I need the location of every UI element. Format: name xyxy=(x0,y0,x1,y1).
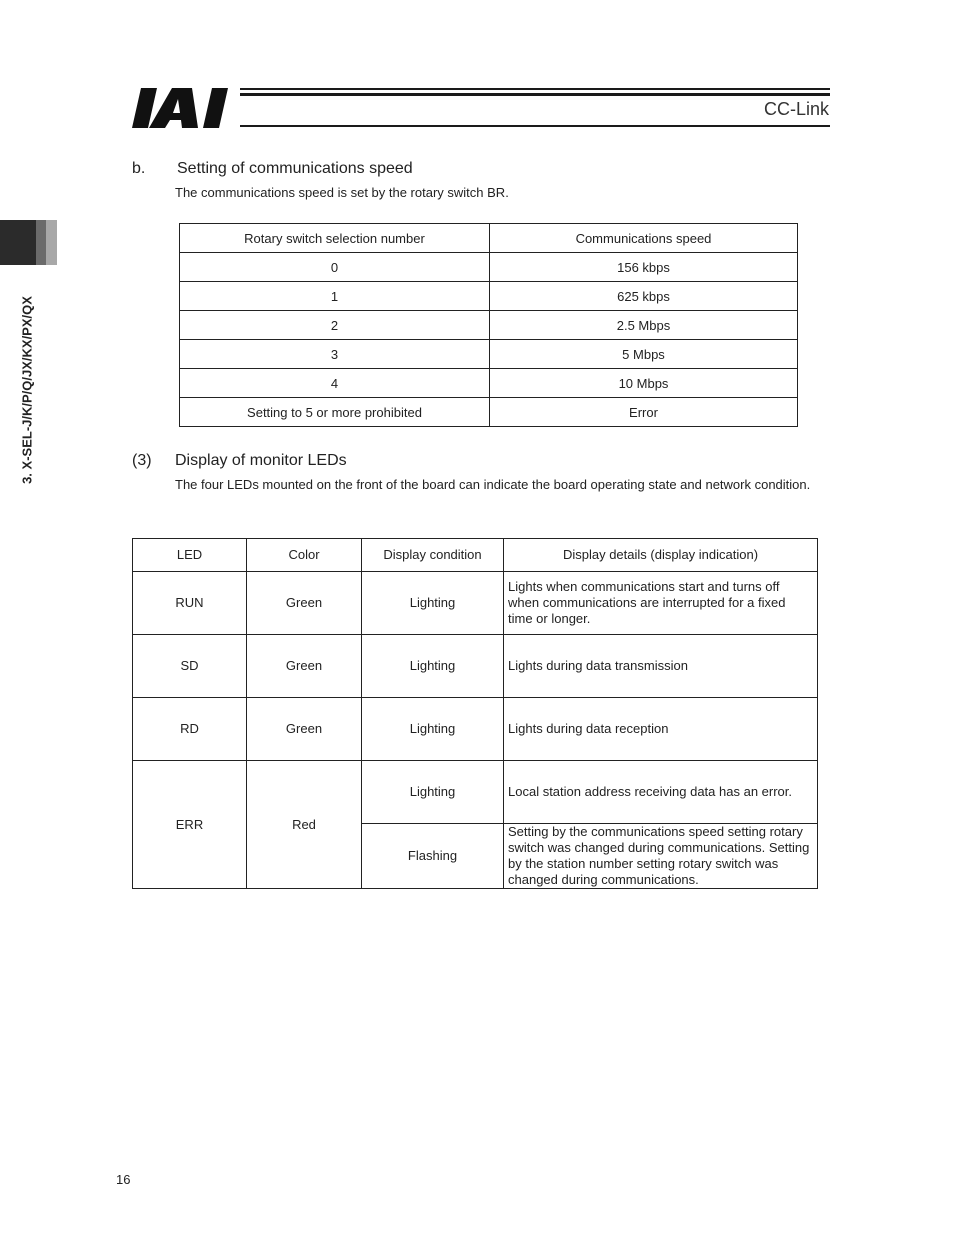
table-cell: 625 kbps xyxy=(490,282,798,311)
chapter-tab-light xyxy=(46,220,57,265)
header-rule-thick xyxy=(240,93,830,96)
table-cell: 2.5 Mbps xyxy=(490,311,798,340)
table-cell: 1 xyxy=(180,282,490,311)
led-details: Lights during data reception xyxy=(504,698,818,761)
table-header-row xyxy=(180,224,798,253)
header-cell: Color xyxy=(247,539,362,572)
table-cell: 5 Mbps xyxy=(490,340,798,369)
page-number: 16 xyxy=(116,1172,131,1187)
table-cell: 4 xyxy=(180,369,490,398)
table-cell: 0 xyxy=(180,253,490,282)
led-condition: Lighting xyxy=(362,572,504,635)
led-condition: Lighting xyxy=(362,698,504,761)
led-details: Local station address receiving data has an error. xyxy=(504,761,818,824)
header-rule-bottom xyxy=(240,125,830,127)
table-cell: 156 kbps xyxy=(490,253,798,282)
table-row xyxy=(180,340,798,369)
table-row xyxy=(180,369,798,398)
led-color: Green xyxy=(247,635,362,698)
iai-logo xyxy=(132,86,240,135)
led-name: RD xyxy=(133,698,247,761)
table-row xyxy=(133,761,818,824)
table-cell: Setting to 5 or more prohibited xyxy=(180,398,490,427)
led-color: Red xyxy=(247,761,362,889)
header-cell: Display details (display indication) xyxy=(504,539,818,572)
section-3-title: Display of monitor LEDs xyxy=(175,452,347,469)
led-table xyxy=(132,538,818,889)
product-name: CC-Link xyxy=(764,99,830,119)
led-color: Green xyxy=(247,572,362,635)
table-cell: 10 Mbps xyxy=(490,369,798,398)
chapter-side-label: 3. X-SEL-J/K/P/Q/JX/KX/PX/QX xyxy=(19,296,35,484)
chapter-tab-mid xyxy=(36,220,46,265)
led-condition: Flashing xyxy=(362,824,504,889)
section-3-marker: (3) xyxy=(132,452,152,469)
led-details: Lights when communications start and turns off when communications are interrupted for a fixed time or longer. xyxy=(504,572,818,635)
header-cell: LED xyxy=(133,539,247,572)
led-color: Green xyxy=(247,698,362,761)
header-rule-top xyxy=(240,88,830,90)
header-cell: Rotary switch selection number xyxy=(180,224,490,253)
table-row xyxy=(180,398,798,427)
table-cell: Error xyxy=(490,398,798,427)
header-cell: Display condition xyxy=(362,539,504,572)
table-cell: 3 xyxy=(180,340,490,369)
header-cell: Communications speed xyxy=(490,224,798,253)
table-row xyxy=(180,311,798,340)
table-row xyxy=(133,635,818,698)
section-b-marker: b. xyxy=(132,160,146,177)
led-details: Lights during data transmission xyxy=(504,635,818,698)
table-row xyxy=(180,253,798,282)
speed-table xyxy=(179,223,798,427)
led-details: Setting by the communications speed setting rotary switch was changed during communications. Setting by the station number setting rotary switch was changed during communications. xyxy=(504,824,818,889)
led-name: ERR xyxy=(133,761,247,889)
section-b-description: The communications speed is set by the rotary switch BR. xyxy=(175,185,509,200)
section-3-description: The four LEDs mounted on the front of the board can indicate the board operating state and network condition. xyxy=(175,477,811,492)
chapter-tab-dark xyxy=(0,220,36,265)
led-name: SD xyxy=(133,635,247,698)
table-row xyxy=(133,572,818,635)
section-b-title: Setting of communications speed xyxy=(177,160,413,177)
table-row xyxy=(180,282,798,311)
table-header-row xyxy=(133,539,818,572)
table-cell: 2 xyxy=(180,311,490,340)
led-name: RUN xyxy=(133,572,247,635)
led-condition: Lighting xyxy=(362,635,504,698)
led-condition: Lighting xyxy=(362,761,504,824)
table-row xyxy=(133,698,818,761)
